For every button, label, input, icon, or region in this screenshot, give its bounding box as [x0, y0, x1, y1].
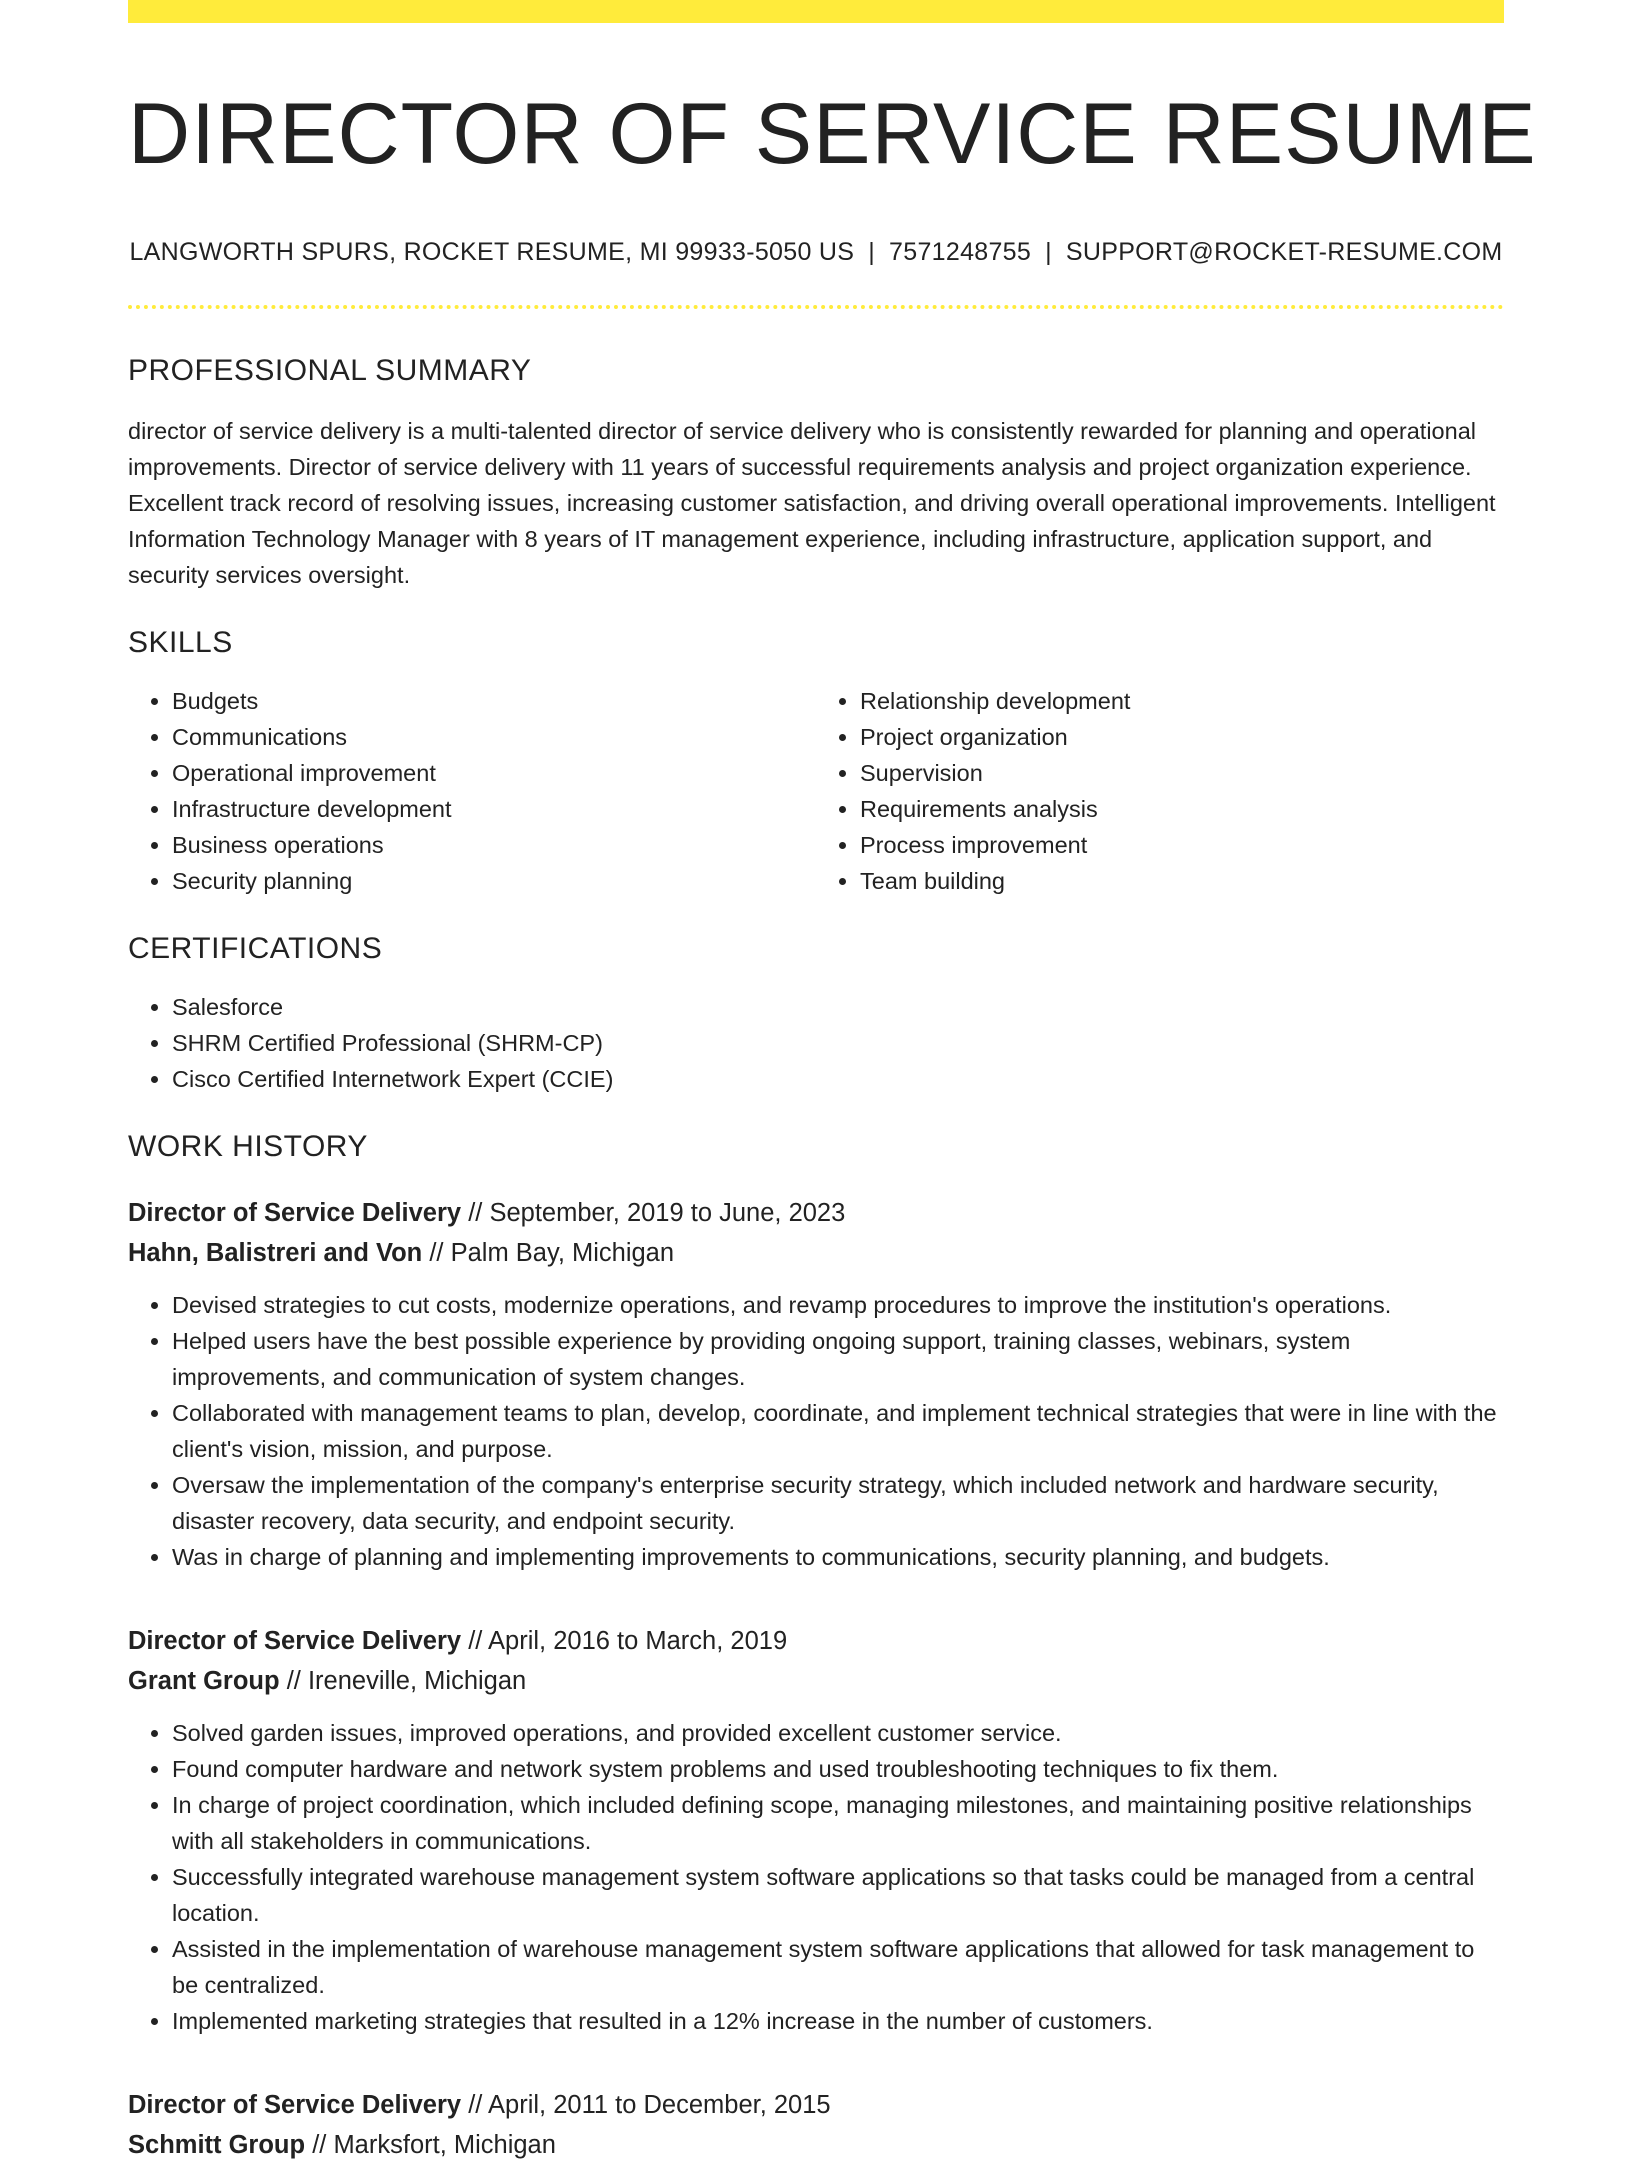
contact-separator: | [1045, 238, 1052, 267]
job-bullets [128, 1715, 1504, 2039]
skill-item: • Requirements analysis [860, 791, 1504, 827]
skills-heading: SKILLS [128, 626, 233, 660]
skill-item: • Budgets [172, 683, 816, 719]
job-bullet: • Helped users have the best possible experience by providing ongoing support, training classes, webinars, system improvements, and communication of system changes. [172, 1323, 1504, 1395]
certification-item: • Salesforce [172, 989, 1504, 1025]
job-company-line [128, 1233, 1504, 1273]
job-bullet: • Collaborated with management teams to plan, develop, coordinate, and implement technical strategies that were in line with the client's vision, mission, and purpose. [172, 1395, 1504, 1467]
skill-item: • Business operations [172, 827, 816, 863]
skill-item: • Relationship development [860, 683, 1504, 719]
job-bullet: • Oversaw the implementation of the company's enterprise security strategy, which included network and hardware security, disaster recovery, data security, and endpoint security. [172, 1467, 1504, 1539]
certification-item: • Cisco Certified Internetwork Expert (CCIE) [172, 1061, 1504, 1097]
job-role: Director of Service Delivery [128, 2091, 462, 2120]
skill-item: • Security planning [172, 863, 816, 899]
certifications-section [128, 931, 1504, 1097]
job-bullet: • Found computer hardware and network system problems and used troubleshooting techniques to fix them. [172, 1751, 1504, 1787]
skills-grid [128, 683, 1504, 899]
job-bullet: • In charge of project coordination, which included defining scope, managing milestones, and maintaining positive relationships with all stakeholders in communications. [172, 1787, 1504, 1859]
job-company-line [128, 2125, 1504, 2165]
job-dates: // April, 2011 to December, 2015 [468, 2091, 831, 2120]
job-entry [128, 2085, 1504, 2165]
job-entry [128, 1193, 1504, 1575]
job-bullet: • Devised strategies to cut costs, modernize operations, and revamp procedures to improve the institution's operations. [172, 1287, 1504, 1323]
summary-section [128, 353, 1504, 593]
certification-item: • SHRM Certified Professional (SHRM-CP) [172, 1025, 1504, 1061]
skill-item: • Supervision [860, 755, 1504, 791]
job-location: // Palm Bay, Michigan [429, 1239, 675, 1268]
contact-separator: | [868, 238, 876, 267]
job-dates: // September, 2019 to June, 2023 [468, 1199, 846, 1228]
skills-list-left [128, 683, 816, 899]
job-bullet: • Was in charge of planning and implementing improvements to communications, security planning, and budgets. [172, 1539, 1504, 1575]
job-bullet: • Assisted in the implementation of warehouse management system software applications that allowed for task management to be centralized. [172, 1931, 1504, 2003]
certifications-list [128, 989, 1504, 1097]
job-dates: // April, 2016 to March, 2019 [468, 1627, 788, 1656]
skill-item: • Project organization [860, 719, 1504, 755]
contact-address: LANGWORTH SPURS, ROCKET RESUME, MI 99933-5050 US [129, 238, 855, 267]
job-company: Hahn, Balistreri and Von [128, 1239, 423, 1268]
work-history-heading: WORK HISTORY [128, 1130, 368, 1164]
work-history-section [128, 1129, 1504, 2165]
header-divider [128, 305, 1504, 309]
skill-item: • Operational improvement [172, 755, 816, 791]
job-bullet: • Solved garden issues, improved operations, and provided excellent customer service. [172, 1715, 1504, 1751]
skills-list-right [816, 683, 1504, 899]
job-entry [128, 1621, 1504, 2039]
contact-line [128, 238, 1504, 267]
contact-phone: 7571248755 [889, 238, 1032, 267]
job-company-line [128, 1661, 1504, 1701]
skills-section [128, 625, 1504, 899]
skill-item: • Infrastructure development [172, 791, 816, 827]
job-role: Director of Service Delivery [128, 1627, 462, 1656]
job-bullets [128, 1287, 1504, 1575]
job-title-line [128, 1193, 1504, 1233]
contact-email: SUPPORT@ROCKET-RESUME.COM [1065, 238, 1503, 267]
job-location: // Ireneville, Michigan [286, 1667, 527, 1696]
job-title-line [128, 2085, 1504, 2125]
resume-title: DIRECTOR OF SERVICE RESUME [128, 86, 1537, 182]
job-company: Grant Group [128, 1667, 280, 1696]
job-bullet: • Successfully integrated warehouse management system software applications so that tasks could be managed from a central location. [172, 1859, 1504, 1931]
resume-page [128, 0, 1537, 2165]
skill-item: • Communications [172, 719, 816, 755]
summary-text: director of service delivery is a multi-talented director of service delivery who is consistently rewarded for planning and operational improvements. Director of service delivery with 11 years of successful requirements analysis and project organization experience. Excellent track record of resolving issues, increasing customer satisfaction, and driving overall operational improvements. Intelligent Information Technology Manager with 8 years of IT management experience, including infrastructure, application support, and security services oversight. [128, 418, 1496, 589]
summary-heading: PROFESSIONAL SUMMARY [128, 354, 532, 388]
job-role: Director of Service Delivery [128, 1199, 462, 1228]
top-accent-bar [128, 0, 1504, 23]
job-company: Schmitt Group [128, 2131, 306, 2160]
skill-item: • Process improvement [860, 827, 1504, 863]
certifications-heading: CERTIFICATIONS [128, 932, 383, 966]
job-location: // Marksfort, Michigan [312, 2131, 556, 2160]
skill-item: • Team building [860, 863, 1504, 899]
job-title-line [128, 1621, 1504, 1661]
job-bullet: • Implemented marketing strategies that resulted in a 12% increase in the number of customers. [172, 2003, 1504, 2039]
